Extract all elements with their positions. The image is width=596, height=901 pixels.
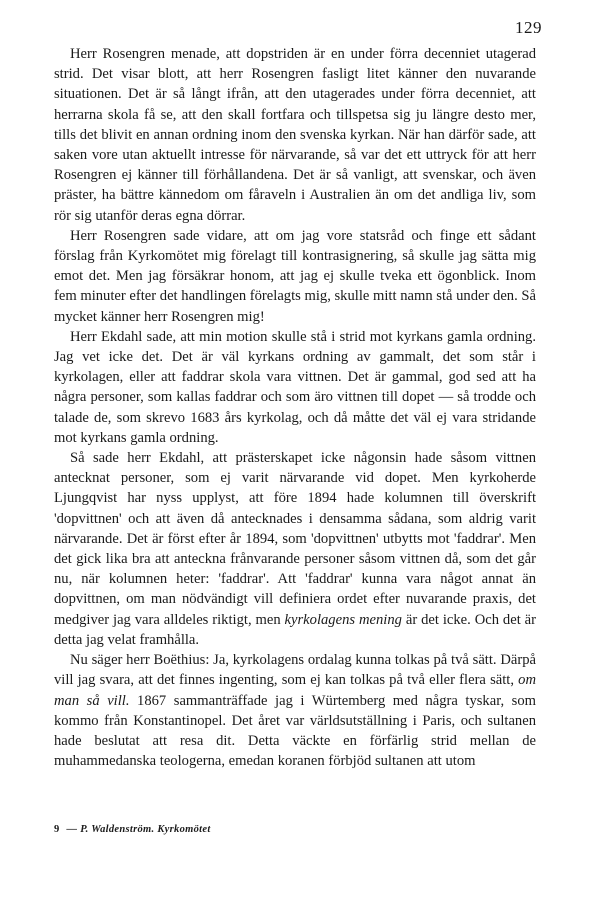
body-text: [54, 44, 536, 771]
text-run: 1867 sammanträffade jag i Würtemberg med några tyskar, som kommo från Konstantinopel. Det året var världsutställning i Paris, och sultanen hade beslutat att resa dit. Detta väckte en förfärlig strid mellan de muhammedanska teologerna, emedan koranen förbjöd sultanen att utom: [54, 692, 537, 770]
page-number: 129: [515, 18, 542, 37]
text-run: Herr Ekdahl sade, att min motion skulle stå i strid mot kyrkans gamla ordning. Jag vet icke det. Det är väl kyrkans ordning av gammalt, det som står i kyrkolagen, eller att faddrar skola vara vittnen. Det är gammal, god sed att ha några personer, som kallas faddrar och som äro vittnen till dopet — så trodde och talade de, som skrevo 1683 års kyrkolag, och då måtte det väl ej vara stridande mot kyrkans gamla ordning.: [54, 328, 536, 446]
paragraph: [54, 44, 536, 226]
text-run: Herr Rosengren menade, att dopstriden är en under förra decenniet utagerad strid. Det visar blott, att herr Rosengren fasligt litet känner den nuvarande situationen. Det är så långt ifrån, att den utagerades under förra decenniet, att herrarna skola få se, att den skall fortfara och tillspetsa sig ju längre desto mer, tills det blivit en annan ordning inom den svenska kyrkan. När han därför sade, att saken vore utan aktuellt intresse för närvarande, så var det ett uttryck för att herr Rosengren ej känner till förhållandena. Det är så vanligt, att svenskar, och även präster, ha bättre kännedom om fåraveln i Australien än om det andliga liv, som rör sig utanför deras egna dörrar.: [54, 46, 536, 224]
paragraph: [54, 327, 536, 448]
paragraph: [54, 650, 536, 771]
signature-text: — P. Waldenström. Kyrkomötet: [66, 824, 211, 835]
text-run: Nu säger herr Boëthius: Ja, kyrkolagens ordalag kunna tolkas på två sätt. Därpå vill jag svara, att det finnes ingenting, som ej kan tolkas på två eller flera sätt,: [54, 652, 536, 689]
italic-phrase: om man så vill.: [54, 672, 536, 709]
printer-signature: [54, 824, 211, 835]
text-run: Så sade herr Ekdahl, att prästerskapet icke någonsin hade såsom vittnen antecknat personer, som ej varit närvarande vid dopet. Men kyrkoherde Ljungqvist har nyss upplyst, att före 1894 hade kolumnen till överskrift 'dopvittnen' och att även då antecknades i densamma sådana, som aldrig varit närvarande. Det är först efter år 1894, som 'dopvittnen' utbytts mot 'faddrar'. Men det gick lika bra att anteckna frånvarande personer såsom vittnen då, som det går nu, när kolumnen heter: 'faddrar'. Att 'faddrar' kunna vara något annat än dopvittnen, om man nödvändigt vill definiera ordet efter nuvarande praxis, det medgiver jag vara alldeles riktigt, men: [54, 450, 536, 628]
italic-phrase: kyrkolagens mening: [284, 611, 402, 628]
text-run: är det icke. Och det är detta jag velat framhålla.: [54, 611, 537, 648]
paragraph: [54, 226, 536, 327]
paragraph: [54, 448, 536, 650]
text-run: Herr Rosengren sade vidare, att om jag vore statsråd och finge ett sådant förslag från Kyrkomötet mig förelagt till kontrasignering, så skulle jag sätta mig emot det. Men jag försäkrar honom, att jag ej skulle tveka ett ögonblick. Inom fem minuter efter det handlingen förelagts mig, skulle mitt namn stå under den. Så mycket känner herr Rosengren mig!: [54, 227, 536, 325]
signature-number: 9: [54, 824, 60, 835]
